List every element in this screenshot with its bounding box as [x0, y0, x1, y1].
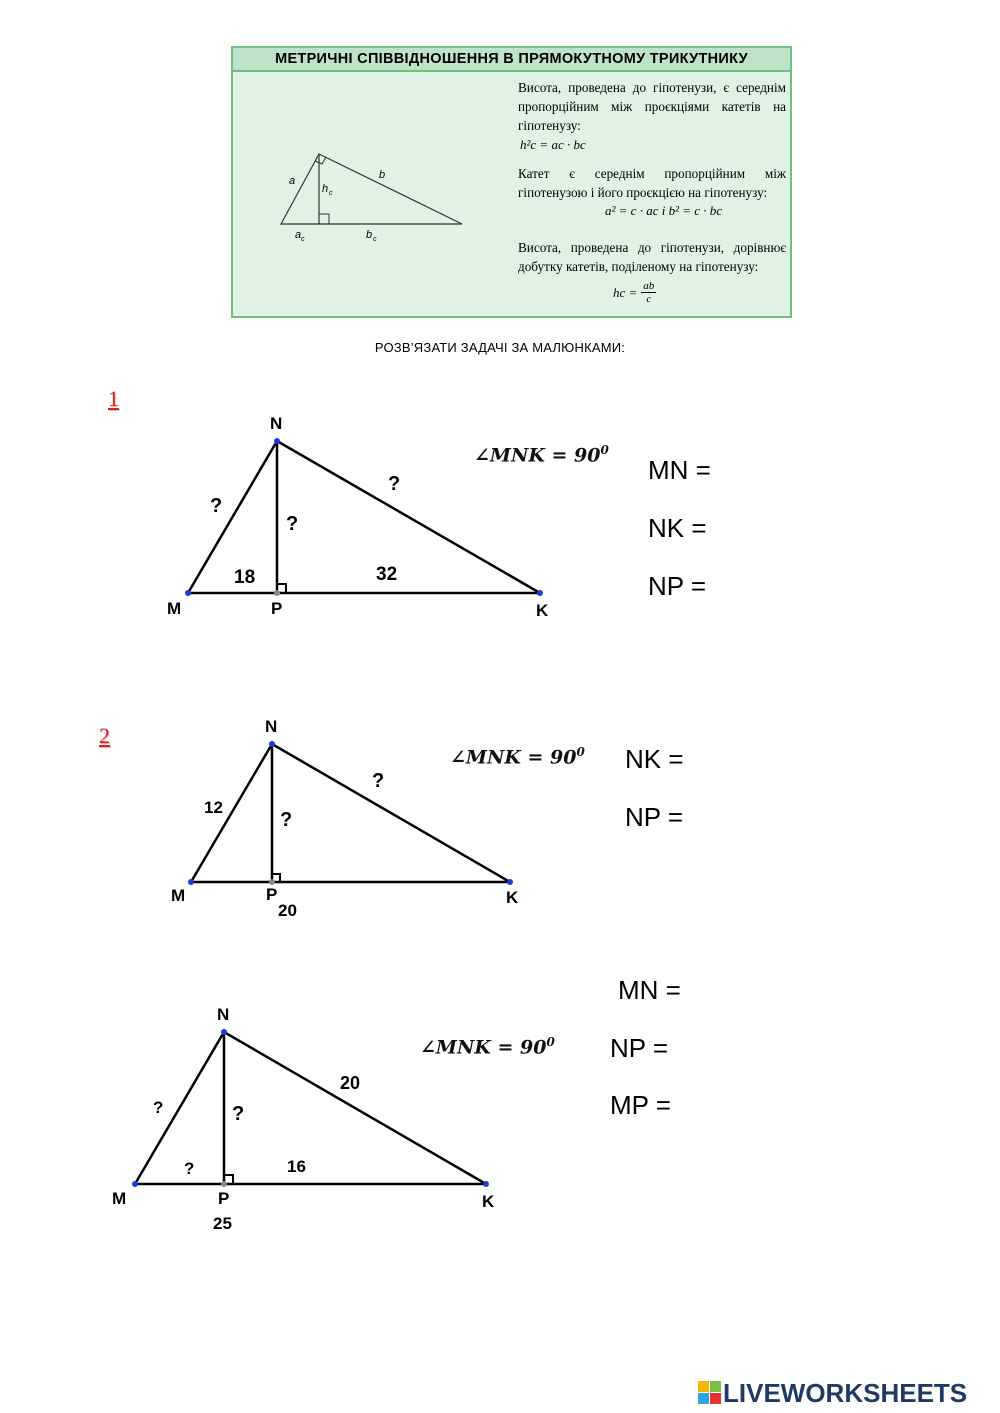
reference-title: МЕТРИЧНІ СПІВВІДНОШЕННЯ В ПРЯМОКУТНОМУ ТРИКУТНИКУ — [233, 48, 790, 72]
p2-label-k: K — [506, 888, 519, 907]
liveworksheets-logo-icon — [697, 1380, 723, 1406]
p2-answer-np[interactable]: NP = — [625, 802, 684, 832]
p1-answer-nk[interactable]: NK = — [648, 513, 707, 543]
p2-angle-sup: 0 — [576, 745, 585, 759]
p2-label-n: N — [265, 717, 278, 736]
p3-angle-text: ∠MNK = 90 — [420, 1036, 547, 1059]
p2-label-p: P — [266, 885, 278, 904]
label-h: h — [322, 183, 329, 195]
problem2-number: 2 — [99, 723, 110, 748]
p2-point-m — [188, 879, 194, 885]
liveworksheets-logo[interactable] — [697, 1378, 967, 1408]
p1-label-m: M — [167, 599, 182, 618]
p1-answer-np[interactable]: NP = — [648, 571, 707, 601]
p2-answer-nk[interactable]: NK = — [625, 744, 684, 774]
p3-value-nk: 20 — [340, 1073, 361, 1093]
label-a: a — [289, 175, 296, 187]
label-bc-sub: c — [373, 236, 377, 243]
label-ac-sub: c — [301, 236, 305, 243]
p1-point-p — [274, 590, 280, 596]
rule2-text: Катет є середнім пропорційним між гіпотенузою і його проєкцією на гіпотенузу: — [518, 166, 786, 200]
p3-value-mk: 25 — [213, 1214, 232, 1233]
p3-point-n — [221, 1029, 227, 1035]
p3-label-m: M — [112, 1189, 127, 1208]
p1-point-m — [185, 590, 191, 596]
problem1-diagram — [150, 400, 570, 630]
rule1-formula: h²c = ac · bc — [520, 137, 586, 152]
p3-value-np: ? — [232, 1103, 245, 1125]
reference-box — [231, 46, 792, 318]
p1-label-p: P — [271, 599, 283, 618]
p3-label-p: P — [218, 1189, 230, 1208]
p1-angle-text: ∠MNK = 90 — [474, 444, 601, 467]
p3-point-m — [132, 1181, 138, 1187]
reference-triangle-diagram — [233, 72, 503, 272]
p1-point-k — [537, 590, 543, 596]
p2-value-mn: 12 — [204, 798, 223, 817]
label-b: b — [379, 169, 386, 181]
label-bc: b — [366, 229, 373, 241]
p3-answer-mn[interactable]: MN = — [618, 975, 681, 1005]
p3-side-mn — [135, 1032, 224, 1184]
label-h-sub: c — [329, 190, 333, 197]
p3-value-mp: ? — [184, 1159, 195, 1178]
instruction: РОЗВ’ЯЗАТИ ЗАДАЧІ ЗА МАЛЮНКАМИ: — [374, 340, 626, 355]
p1-answer-mn[interactable]: MN = — [648, 455, 711, 485]
rule3-fraction — [641, 280, 656, 305]
p3-angle-sup: 0 — [546, 1035, 555, 1049]
p1-value-mp: 18 — [234, 567, 256, 588]
reference-right-angle-mark — [319, 214, 329, 224]
p2-value-nk: ? — [372, 770, 385, 792]
p3-point-k — [483, 1181, 489, 1187]
p2-value-np: ? — [280, 809, 293, 831]
p3-value-mn: ? — [153, 1098, 164, 1117]
p3-label-k: K — [482, 1192, 495, 1211]
p2-value-mp: 20 — [278, 901, 297, 920]
rule1-text: Висота, проведена до гіпотенузи, є середнім пропорційним між проєкціями катетів на гіпотенузу: — [518, 80, 786, 133]
p3-angle-condition — [420, 1035, 555, 1058]
p2-angle-condition — [450, 745, 585, 768]
p1-value-nk: ? — [388, 473, 401, 495]
p1-value-mn: ? — [210, 495, 223, 517]
rule3-formula — [613, 280, 656, 305]
p3-answer-np[interactable]: NP = — [610, 1033, 669, 1063]
p3-value-pk: 16 — [287, 1157, 306, 1176]
rule3-denominator: c — [646, 293, 652, 305]
p1-angle-sup: 0 — [600, 443, 609, 457]
p1-point-n — [274, 438, 280, 444]
problem2-diagram — [150, 710, 550, 925]
p1-label-k: K — [536, 601, 549, 620]
logo-text: LIVEWORKSHEETS — [723, 1377, 968, 1408]
p1-angle-condition — [474, 443, 609, 466]
p2-point-n — [269, 741, 275, 747]
p1-label-n: N — [270, 414, 283, 433]
p3-point-p — [221, 1181, 227, 1187]
p3-label-n: N — [217, 1005, 230, 1024]
reference-triangle — [281, 154, 462, 224]
p2-point-k — [507, 879, 513, 885]
problem1-number: 1 — [108, 386, 119, 411]
rule3-formula-lhs: hc = — [613, 284, 638, 300]
label-ac: a — [295, 229, 302, 241]
p2-angle-text: ∠MNK = 90 — [450, 746, 577, 769]
rule3-numerator: ab — [643, 280, 655, 292]
p1-value-np: ? — [286, 513, 299, 535]
p1-value-pk: 32 — [376, 564, 398, 585]
rule2-formula: a² = c · ac і b² = c · bc — [605, 203, 723, 218]
rule3-text: Висота, проведена до гіпотенузи, дорівнює добутку катетів, поділеному на гіпотенузу: — [518, 240, 786, 274]
p3-answer-mp[interactable]: MP = — [610, 1090, 671, 1120]
p1-side-mn — [188, 441, 277, 593]
p2-label-m: M — [171, 886, 186, 905]
